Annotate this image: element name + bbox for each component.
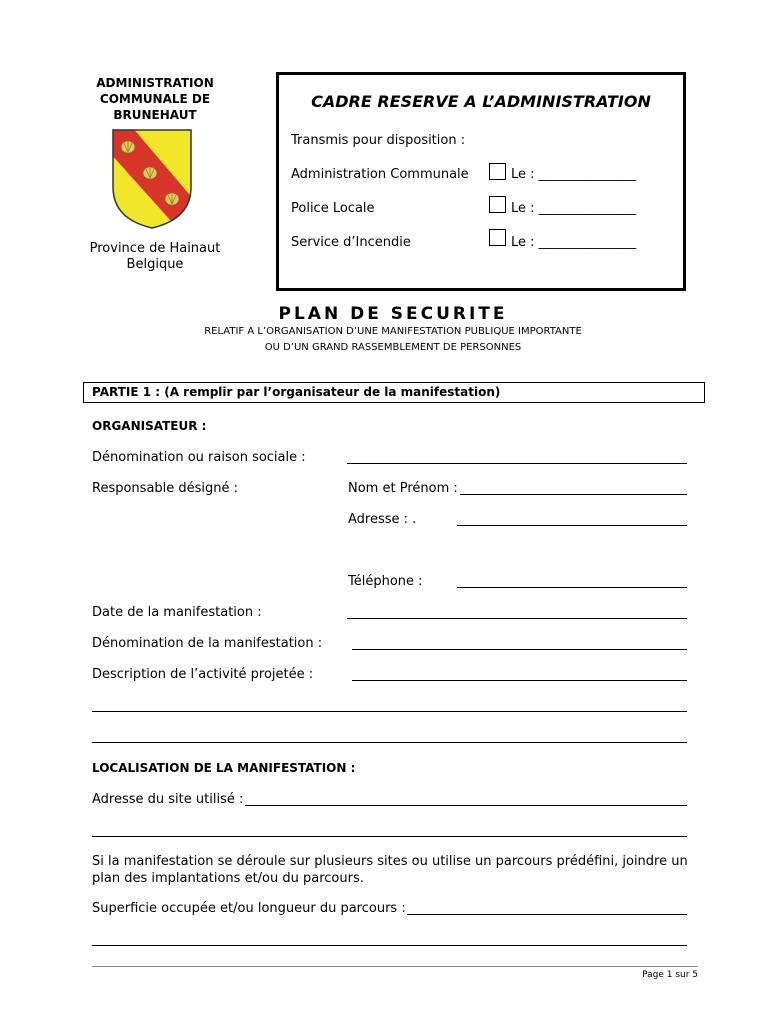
admin-name-line2: COMMUNALE DE: [99, 92, 211, 106]
checkbox-communale[interactable]: [489, 163, 506, 180]
adresse-site-label: Adresse du site utilisé :: [92, 792, 244, 807]
province-label: [80, 241, 230, 273]
adresse-site-field[interactable]: [245, 805, 687, 806]
admin-row-label-incendie: Service d’Incendie: [291, 235, 411, 250]
superficie-label: Superficie occupée et/ou longueur du parcours :: [92, 901, 406, 916]
footer-divider: [92, 966, 698, 967]
telephone-label: Téléphone :: [348, 574, 423, 589]
plan-subtitle-2: OU D’UN GRAND RASSEMBLEMENT DE PERSONNES: [264, 342, 522, 353]
description-field-line3[interactable]: [92, 742, 687, 743]
checkbox-incendie[interactable]: [489, 229, 506, 246]
admin-name-line1: ADMINISTRATION: [96, 76, 214, 90]
admin-row-label-police: Police Locale: [291, 201, 375, 216]
admin-row-date-incendie: Le : _______________: [511, 235, 637, 250]
date-label: Date de la manifestation :: [92, 605, 262, 620]
denomination-manif-label: Dénomination de la manifestation :: [92, 636, 323, 651]
description-field-line2[interactable]: [92, 711, 687, 712]
adresse-label: [348, 512, 416, 527]
denomination-label: Dénomination ou raison sociale :: [92, 450, 306, 465]
plusieurs-sites-text: Si la manifestation se déroule sur plusieurs sites ou utilise un parcours prédéfini, joindre un plan des implantations et/ou du parcours.: [92, 854, 688, 886]
telephone-field[interactable]: [457, 587, 687, 588]
partie1-header-text: PARTIE 1 : (A remplir par l’organisateur de la manifestation): [92, 385, 501, 399]
organisateur-title: ORGANISATEUR :: [92, 419, 207, 433]
nom-prenom-field[interactable]: [460, 494, 687, 495]
adresse-mark: .: [412, 512, 417, 527]
superficie-field[interactable]: [407, 914, 687, 915]
partie1-header: [83, 382, 705, 403]
adresse-label-text: Adresse :: [348, 512, 409, 527]
checkbox-police[interactable]: [489, 196, 506, 213]
admin-row-date-police: Le : _______________: [511, 201, 637, 216]
admin-box-title: CADRE RESERVE A L’ADMINISTRATION: [311, 92, 651, 111]
responsable-label: Responsable désigné :: [92, 481, 239, 496]
superficie-field-line2[interactable]: [92, 945, 687, 946]
plan-title: PLAN DE SECURITE: [278, 304, 508, 324]
localisation-title: LOCALISATION DE LA MANIFESTATION :: [92, 761, 356, 775]
admin-name: [80, 75, 230, 123]
page-number: Page 1 sur 5: [642, 970, 698, 980]
description-label: Description de l’activité projetée :: [92, 667, 314, 682]
denomination-manif-field[interactable]: [352, 649, 687, 650]
country-name: Belgique: [126, 257, 184, 272]
plan-subtitle-1: RELATIF A L’ORGANISATION D’UNE MANIFESTATION PUBLIQUE IMPORTANTE: [204, 326, 582, 337]
adresse-site-field-line2[interactable]: [92, 836, 687, 837]
nom-prenom-label: Nom et Prénom :: [348, 481, 458, 496]
admin-name-line3: BRUNEHAUT: [113, 108, 197, 122]
admin-row-date-communale: Le : _______________: [511, 167, 637, 182]
adresse-field[interactable]: [457, 525, 687, 526]
denomination-field[interactable]: [347, 463, 687, 464]
coat-of-arms-icon: [110, 127, 194, 231]
admin-reserved-box: [276, 72, 686, 291]
admin-row-label-communale: Administration Communale: [291, 167, 469, 182]
transmis-label: Transmis pour disposition :: [291, 133, 466, 148]
description-field[interactable]: [352, 680, 687, 681]
province-name: Province de Hainaut: [89, 241, 221, 256]
date-field[interactable]: [347, 618, 687, 619]
